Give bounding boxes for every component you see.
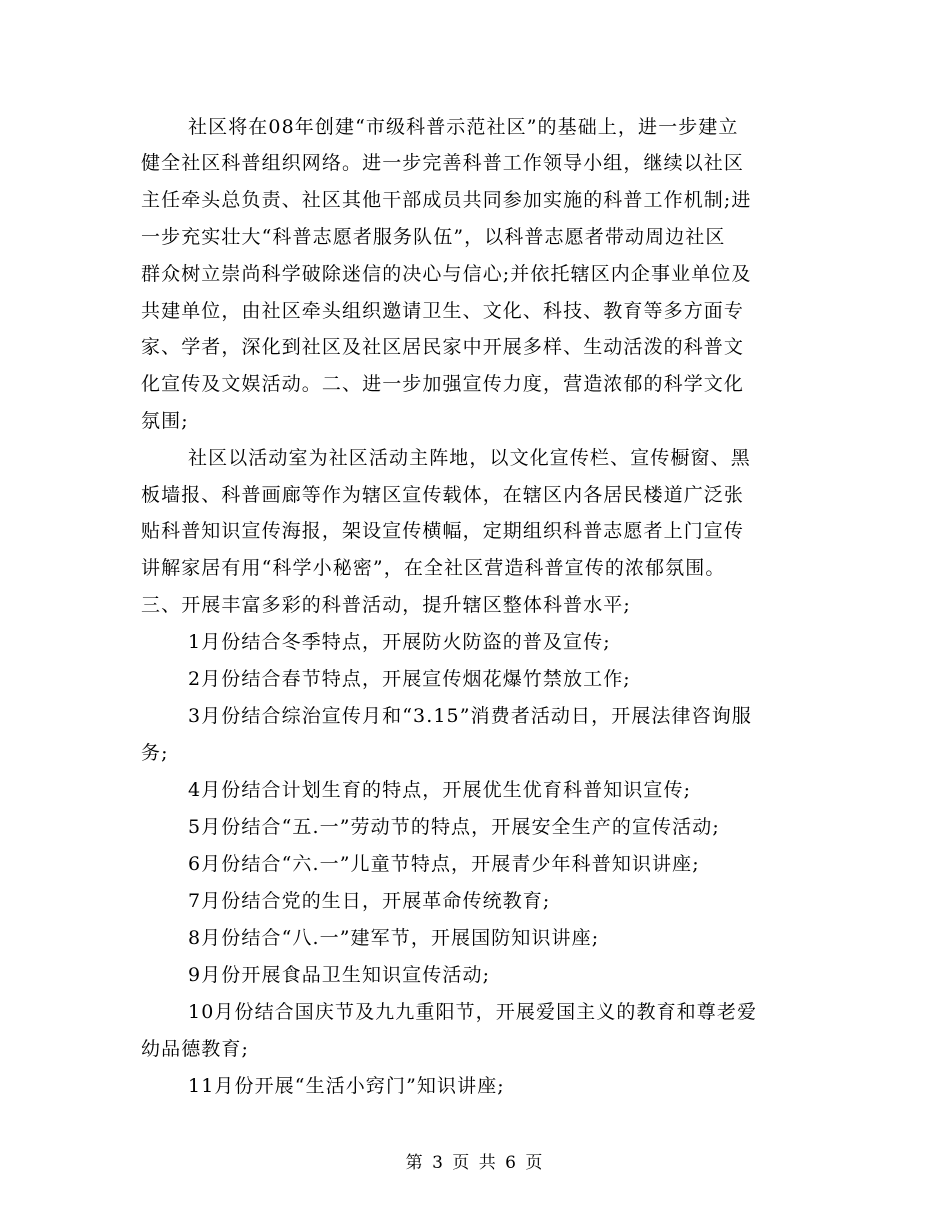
paragraph-line: 共建单位，由社区牵头组织邀请卫生、文化、科技、教育等多方面专	[141, 300, 745, 322]
list-item: 4月份结合计划生育的特点，开展优生优育科普知识宣传;	[188, 779, 692, 801]
paragraph-line: 家、学者，深化到社区及社区居民家中开展多样、生动活泼的科普文	[141, 336, 745, 358]
paragraph-line: 板墙报、科普画廊等作为辖区宣传载体，在辖区内各居民楼道广泛张	[141, 484, 745, 506]
paragraph-line: 社区将在08年创建“市级科普示范社区”的基础上，进一步建立	[188, 116, 739, 138]
paragraph-line: 讲解家居有用“科学小秘密”，在全社区营造科普宣传的浓郁氛围。	[141, 557, 726, 579]
paragraph-line: 一步充实壮大“科普志愿者服务队伍”，以科普志愿者带动周边社区	[141, 226, 726, 248]
list-item: 8月份结合“八.一”建军节，开展国防知识讲座;	[188, 927, 600, 949]
list-item: 3月份结合综治宣传月和“3.15”消费者活动日，开展法律咨询服	[188, 705, 752, 727]
section-heading: 三、开展丰富多彩的科普活动，提升辖区整体科普水平;	[141, 594, 631, 616]
paragraph-line: 主任牵头总负责、社区其他干部成员共同参加实施的科普工作机制;进	[141, 189, 752, 211]
paragraph-line: 社区以活动室为社区活动主阵地，以文化宣传栏、宣传橱窗、黑	[188, 447, 751, 469]
page-footer: 第 3 页 共 6 页	[405, 1153, 545, 1173]
list-item: 9月份开展食品卫生知识宣传活动;	[188, 964, 491, 986]
list-item-continuation: 务;	[141, 742, 169, 764]
paragraph-line: 群众树立崇尚科学破除迷信的决心与信心;并依托辖区内企事业单位及	[141, 263, 752, 285]
list-item: 2月份结合春节特点，开展宣传烟花爆竹禁放工作;	[188, 668, 631, 690]
list-item: 7月份结合党的生日，开展革命传统教育;	[188, 890, 551, 912]
paragraph-line: 贴科普知识宣传海报，架设宣传横幅，定期组织科普志愿者上门宣传	[141, 520, 745, 542]
list-item: 11月份开展“生活小窍门”知识讲座;	[188, 1075, 505, 1097]
paragraph-line: 化宣传及文娱活动。二、进一步加强宣传力度，营造浓郁的科学文化	[141, 373, 745, 395]
list-item-continuation: 幼品德教育;	[141, 1038, 250, 1060]
list-item: 5月份结合“五.一”劳动节的特点，开展安全生产的宣传活动;	[188, 816, 720, 838]
paragraph-line: 氛围;	[141, 410, 189, 432]
list-item: 10月份结合国庆节及九九重阳节，开展爱国主义的教育和尊老爱	[188, 1001, 758, 1023]
list-item: 6月份结合“六.一”儿童节特点，开展青少年科普知识讲座;	[188, 853, 700, 875]
paragraph-line: 健全社区科普组织网络。进一步完善科普工作领导小组，继续以社区	[141, 152, 745, 174]
list-item: 1月份结合冬季特点，开展防火防盗的普及宣传;	[188, 631, 611, 653]
